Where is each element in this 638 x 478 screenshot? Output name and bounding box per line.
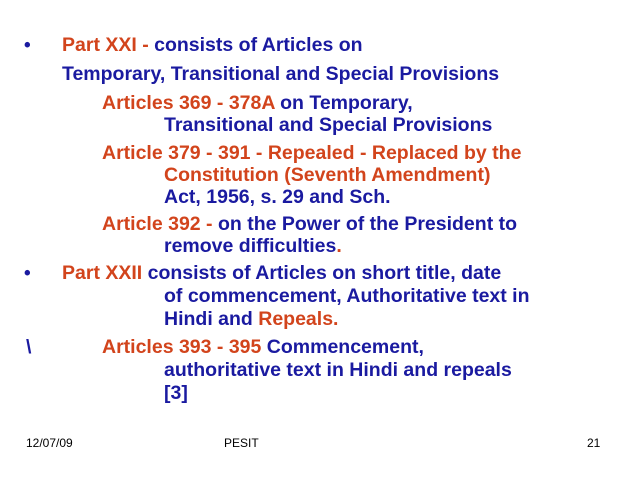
bullet-part-xxi: • (24, 35, 31, 56)
article-392-period: . (336, 235, 342, 257)
line-article-392 (102, 213, 517, 236)
line-temporary-provisions (62, 63, 499, 86)
part-xxi-heading: Part XXI - (62, 34, 155, 56)
repeals-highlight: Repeals. (258, 308, 339, 330)
bullet-part-xxii: • (24, 263, 31, 284)
footer-page-number: 21 (587, 436, 601, 450)
line-part-xxii-cont1 (164, 285, 530, 308)
line-part-xxii-cont2 (164, 308, 338, 331)
article-392-desc: on the Power of the President to (217, 213, 518, 235)
reference-number: [3] (164, 382, 188, 404)
line-articles-393-cont2 (164, 382, 188, 405)
article-392: Article 392 - (102, 213, 218, 235)
article-392-desc-cont: remove difficulties (164, 235, 337, 257)
footer-center: PESIT (224, 436, 259, 450)
part-xxii-cont1: of commencement, Authoritative text in (164, 285, 530, 307)
line-articles-369-cont (164, 114, 492, 137)
article-379-cont2: Act, 1956, s. 29 and Sch. (164, 186, 391, 208)
line-articles-369 (102, 92, 413, 115)
articles-369-desc-cont: Transitional and Special Provisions (164, 114, 493, 136)
line-article-379-cont2 (164, 186, 391, 209)
articles-393-395: Articles 393 - 395 (102, 336, 262, 358)
line-articles-393-cont1 (164, 359, 512, 382)
articles-393-desc: Commencement, (261, 336, 424, 358)
part-xxii-cont2: Hindi and (164, 308, 259, 330)
line-articles-393 (102, 336, 424, 359)
temporary-provisions-text: Temporary, Transitional and Special Provisions (62, 63, 500, 85)
line-article-379-cont1 (164, 164, 490, 187)
footer-date: 12/07/09 (26, 436, 73, 450)
part-xxii-desc: consists of Articles on short title, date (142, 262, 502, 284)
articles-369-desc: on Temporary, (274, 92, 413, 114)
line-part-xxii (62, 262, 501, 285)
line-part-xxi (62, 34, 363, 57)
line-article-392-cont (164, 235, 342, 258)
line-article-379 (102, 142, 521, 165)
part-xxi-desc: consists of Articles on (154, 34, 363, 56)
slash-marker: \ (26, 336, 32, 358)
articles-393-cont1: authoritative text in Hindi and repeals (164, 359, 512, 381)
articles-369-378a: Articles 369 - 378A (102, 92, 275, 114)
article-379-391: Article 379 - 391 - Repealed - Replaced by the (102, 142, 522, 164)
article-379-cont1: Constitution (Seventh Amendment) (164, 164, 491, 186)
part-xxii-heading: Part XXII (62, 262, 143, 284)
